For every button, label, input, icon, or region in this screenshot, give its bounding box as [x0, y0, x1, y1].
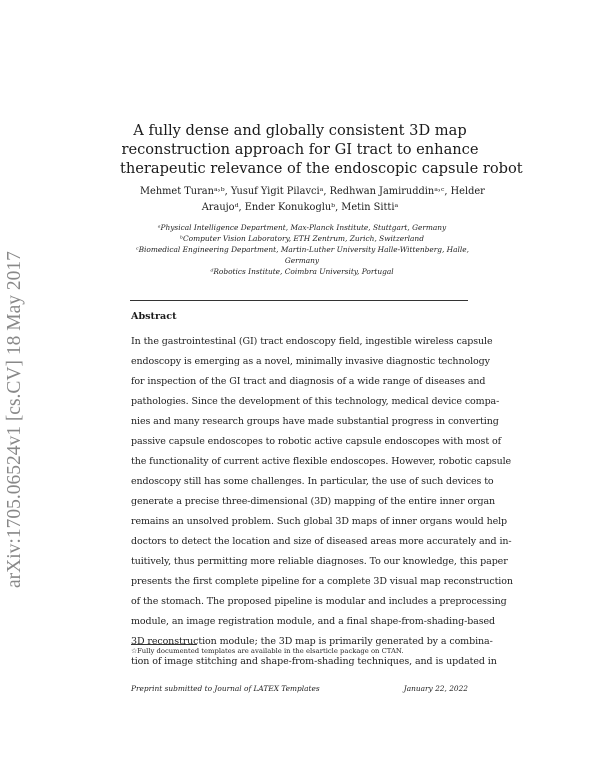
author-line: Araujoᵈ, Ender Konukogluᵇ, Metin Sittiᵃ [201, 202, 399, 213]
title-line: therapeutic relevance of the endoscopic capsule robot [120, 160, 523, 177]
abstract-top-rule [130, 300, 468, 301]
affiliation-line: ᶜBiomedical Engineering Department, Martin-Luther University Halle-Wittenberg, Halle, [136, 245, 469, 254]
affiliation-line: ᵃPhysical Intelligence Department, Max-Planck Institute, Stuttgart, Germany [157, 223, 447, 232]
footnote-rule [131, 644, 197, 645]
title-line: A fully dense and globally consistent 3D map [133, 122, 467, 139]
preprint-date: January 22, 2022 [403, 684, 468, 693]
abstract-line: remains an unsolved problem. Such global 3D maps of inner organs would help [131, 516, 508, 527]
affiliation-line: Germany [284, 256, 320, 265]
abstract-line: presents the first complete pipeline for a complete 3D visual map reconstruction [131, 576, 513, 587]
abstract-line: passive capsule endoscopes to robotic active capsule endoscopes with most of [131, 436, 501, 447]
abstract-body [131, 332, 513, 672]
title-line: reconstruction approach for GI tract to enhance [121, 141, 479, 158]
abstract-line: doctors to detect the location and size of diseased areas more accurately and in- [131, 536, 512, 547]
affiliation-list [136, 222, 468, 277]
abstract-line: module, an image registration module, and a final shape-from-shading-based [131, 616, 496, 627]
abstract-line: tion of image stitching and shape-from-shading techniques, and is updated in [131, 656, 497, 667]
abstract-heading: Abstract [131, 311, 177, 322]
author-line: Mehmet Turanᵃ˒ᵇ, Yusuf Yigit Pilavciᵃ, Redhwan Jamiruddinᵃ˒ᶜ, Helder [140, 186, 485, 197]
abstract-line: 3D reconstruction module; the 3D map is primarily generated by a combina- [131, 636, 493, 647]
abstract-line: for inspection of the GI tract and diagnosis of a wide range of diseases and [131, 376, 486, 387]
abstract-line: generate a precise three-dimensional (3D) mapping of the entire inner organ [131, 496, 496, 507]
affiliation-line: ᵇComputer Vision Laboratory, ETH Zentrum, Zurich, Switzerland [180, 234, 424, 243]
abstract-line: pathologies. Since the development of this technology, medical device compa- [131, 396, 500, 407]
abstract-line: tuitively, thus permitting more reliable diagnoses. To our knowledge, this paper [131, 556, 508, 567]
abstract-line: In the gastrointestinal (GI) tract endoscopy field, ingestible wireless capsule [131, 336, 493, 347]
abstract-line: nies and many research groups have made substantial progress in converting [131, 416, 499, 427]
abstract-line: endoscopy is emerging as a novel, minimally invasive diagnostic technology [131, 356, 490, 367]
preprint-note: Preprint submitted to Journal of LATEX Templates [131, 684, 320, 693]
paper-title [120, 121, 523, 178]
affiliation-line: ᵈRobotics Institute, Coimbra University, Portugal [210, 267, 394, 276]
abstract-line: endoscopy still has some challenges. In particular, the use of such devices to [131, 476, 494, 487]
abstract-line: of the stomach. The proposed pipeline is modular and includes a preprocessing [131, 596, 507, 607]
author-list [140, 184, 485, 216]
abstract-line: the functionality of current active flexible endoscopes. However, robotic capsule [131, 456, 512, 467]
footnote: ☆Fully documented templates are available in the elsarticle package on CTAN. [131, 647, 404, 655]
arxiv-identifier-stamp: arXiv:1705.06524v1 [cs.CV] 18 May 2017 [4, 251, 25, 588]
